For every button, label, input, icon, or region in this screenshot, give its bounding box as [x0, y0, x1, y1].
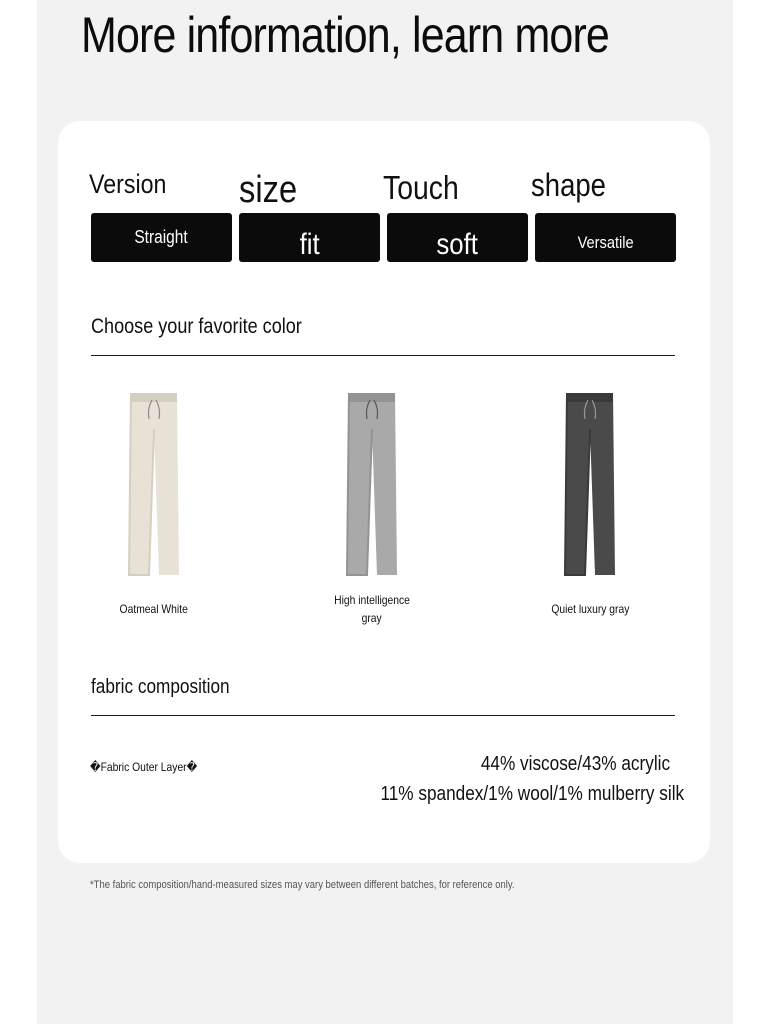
fabric-layer-label: �Fabric Outer Layer�	[90, 760, 198, 774]
attribute-label: Touch	[383, 169, 459, 206]
color-name: Quiet luxury gray	[550, 602, 629, 616]
fabric-section-title: fabric composition	[91, 676, 230, 698]
pants-icon	[555, 389, 625, 579]
attribute-value: fit	[239, 213, 380, 262]
attribute-value: Straight	[91, 213, 232, 262]
color-option-high-intelligence-gray[interactable]	[302, 389, 442, 627]
attribute-value: soft	[387, 213, 528, 262]
attribute-value: Versatile	[535, 213, 676, 262]
fabric-composition-line2: 11% spandex/1% wool/1% mulberry silk	[380, 783, 684, 805]
fabric-section-divider	[91, 715, 675, 716]
page-headline: More information, learn more	[81, 7, 609, 63]
disclaimer-footnote: *The fabric composition/hand-measured sizes may vary between different batches, for reference only.	[90, 879, 515, 891]
pants-icon	[337, 389, 407, 579]
product-detail-page	[37, 0, 733, 1024]
color-option-quiet-luxury-gray[interactable]	[520, 389, 660, 618]
info-card	[58, 121, 710, 863]
attribute-label: shape	[531, 167, 606, 203]
color-section-divider	[91, 355, 675, 356]
color-option-oatmeal-white[interactable]	[84, 389, 224, 618]
pants-icon	[119, 389, 189, 579]
color-name: Oatmeal White	[119, 602, 189, 616]
color-name-line2: gray	[361, 611, 383, 625]
attribute-label: size	[239, 169, 298, 211]
attribute-label: Version	[89, 169, 167, 199]
color-section-title: Choose your favorite color	[91, 315, 302, 338]
color-name-line1: High intelligence	[334, 593, 410, 607]
fabric-composition-line1: 44% viscose/43% acrylic	[480, 753, 670, 775]
